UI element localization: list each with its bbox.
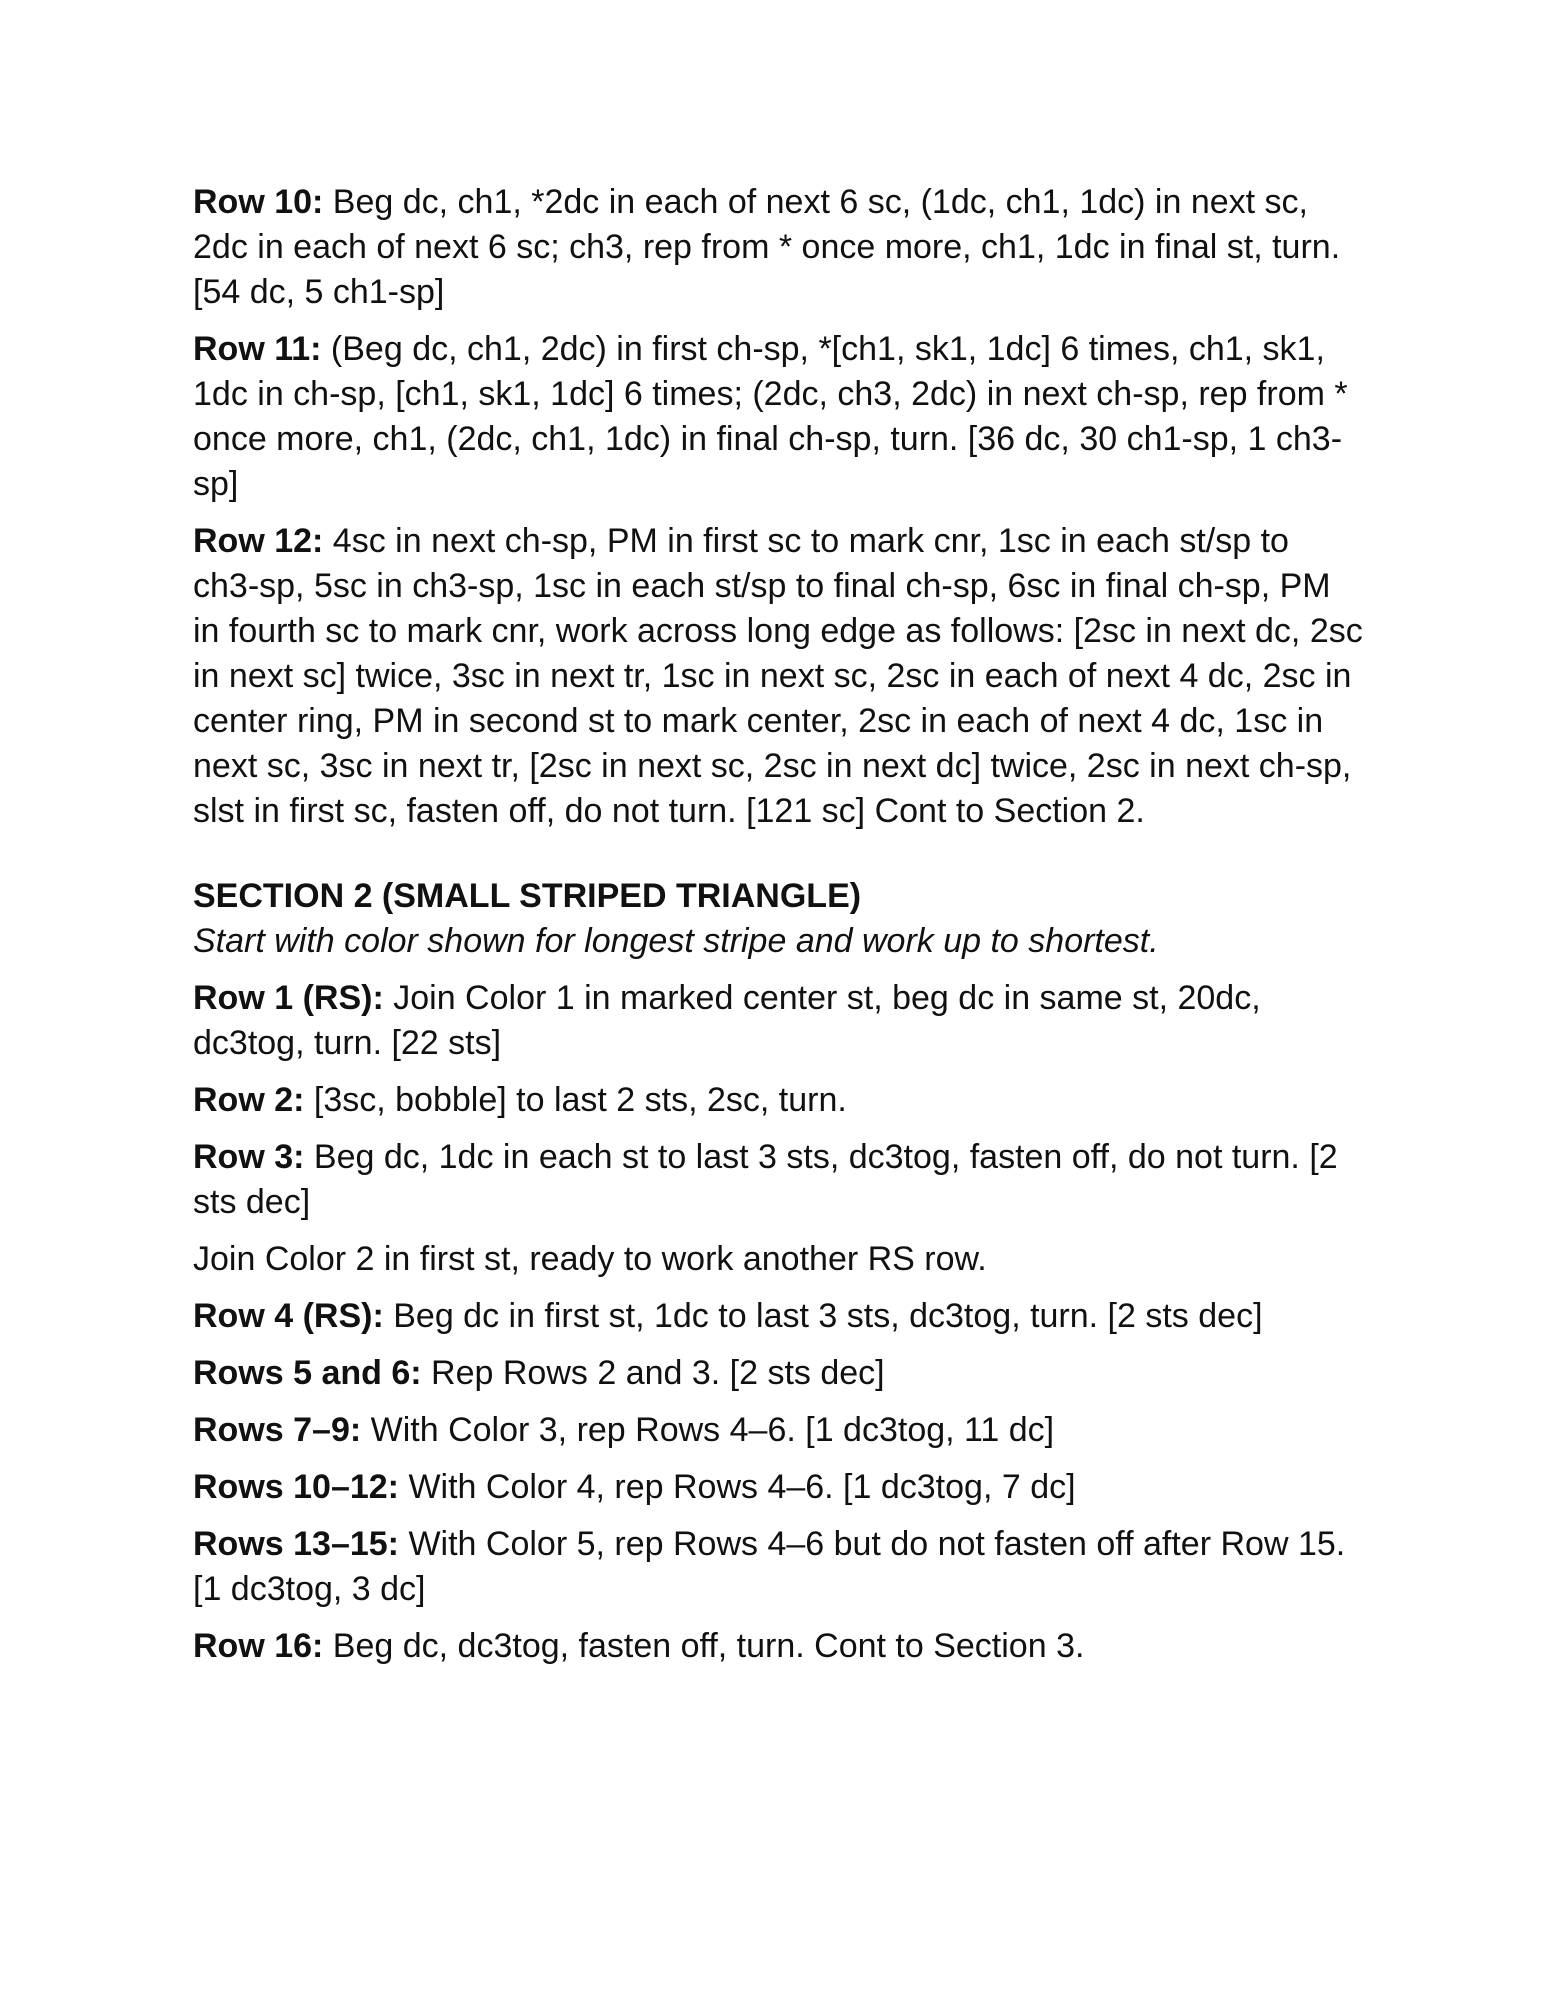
row-label: Row 10: [193,183,324,221]
row-label: Row 16: [193,1627,324,1665]
row-label: Rows 13–15: [193,1525,399,1563]
row-4-instruction [193,1294,1363,1339]
row-text: With Color 4, rep Rows 4–6. [1 dc3tog, 7 dc] [399,1468,1076,1506]
row-label: Row 11: [193,330,322,368]
row-text: (Beg dc, ch1, 2dc) in first ch-sp, *[ch1, sk1, 1dc] 6 times, ch1, sk1, 1dc in ch-sp, [ch1, sk1, 1dc] 6 times; (2dc, ch3, 2dc) in next ch-sp, rep from * once more, ch1, (2dc, ch1, 1dc) in final ch-sp, turn. [36 dc, 30 ch1-sp, 1 ch3-sp] [193,330,1348,503]
row-label: Row 12: [193,522,324,560]
row-10-instruction [193,180,1363,315]
row-text: With Color 3, rep Rows 4–6. [1 dc3tog, 11 dc] [361,1411,1055,1449]
row-text: Rep Rows 2 and 3. [2 sts dec] [421,1354,885,1392]
row-12-instruction [193,519,1363,834]
row-text: Beg dc in first st, 1dc to last 3 sts, dc3tog, turn. [2 sts dec] [383,1297,1263,1335]
row-16-instruction [193,1624,1363,1669]
row-text: Beg dc, 1dc in each st to last 3 sts, dc3tog, fasten off, do not turn. [2 sts dec] [193,1138,1338,1221]
rows-5-6-instruction [193,1351,1363,1396]
rows-10-12-instruction [193,1465,1363,1510]
row-label: Row 4 (RS): [193,1297,384,1335]
row-text: Join Color 1 in marked center st, beg dc in same st, 20dc, dc3tog, turn. [22 sts] [193,979,1261,1062]
row-label: Row 1 (RS): [193,979,384,1017]
row-text: Beg dc, dc3tog, fasten off, turn. Cont to Section 3. [323,1627,1085,1665]
row-text: With Color 5, rep Rows 4–6 but do not fasten off after Row 15. [1 dc3tog, 3 dc] [193,1525,1346,1608]
row-11-instruction [193,327,1363,507]
section-2-heading: SECTION 2 (SMALL STRIPED TRIANGLE) [193,877,862,915]
row-1-instruction [193,976,1363,1066]
row-text: Beg dc, ch1, *2dc in each of next 6 sc, (1dc, ch1, 1dc) in next sc, 2dc in each of next 6 sc; ch3, rep from * once more, ch1, 1dc in final st, turn. [54 dc, 5 ch1-sp] [193,183,1341,311]
note-text: Join Color 2 in first st, ready to work another RS row. [193,1240,987,1278]
rows-13-15-instruction [193,1522,1363,1612]
pattern-page [193,180,1363,1681]
row-label: Row 3: [193,1138,305,1176]
row-label: Row 2: [193,1081,305,1119]
row-text: 4sc in next ch-sp, PM in first sc to mark cnr, 1sc in each st/sp to ch3-sp, 5sc in ch3-sp, 1sc in each st/sp to final ch-sp, 6sc in final ch-sp, PM in fourth sc to mark cnr, work across long edge as follows: [2sc in next dc, 2sc in next sc] twice, 3sc in next tr, 1sc in next sc, 2sc in each of next 4 dc, 2sc in center ring, PM in second st to mark center, 2sc in each of next 4 dc, 1sc in next sc, 3sc in next tr, [2sc in next sc, 2sc in next dc] twice, 2sc in next ch-sp, slst in first sc, fasten off, do not turn. [121 sc] Cont to Section 2. [193,522,1363,830]
row-2-instruction [193,1078,1363,1123]
section-2-intro: Start with color shown for longest stripe and work up to shortest. [193,922,1159,960]
row-label: Rows 10–12: [193,1468,399,1506]
row-text: [3sc, bobble] to last 2 sts, 2sc, turn. [304,1081,847,1119]
row-label: Rows 5 and 6: [193,1354,422,1392]
row-3-instruction [193,1135,1363,1225]
join-color-2-note [193,1237,1363,1282]
rows-7-9-instruction [193,1408,1363,1453]
row-label: Rows 7–9: [193,1411,362,1449]
